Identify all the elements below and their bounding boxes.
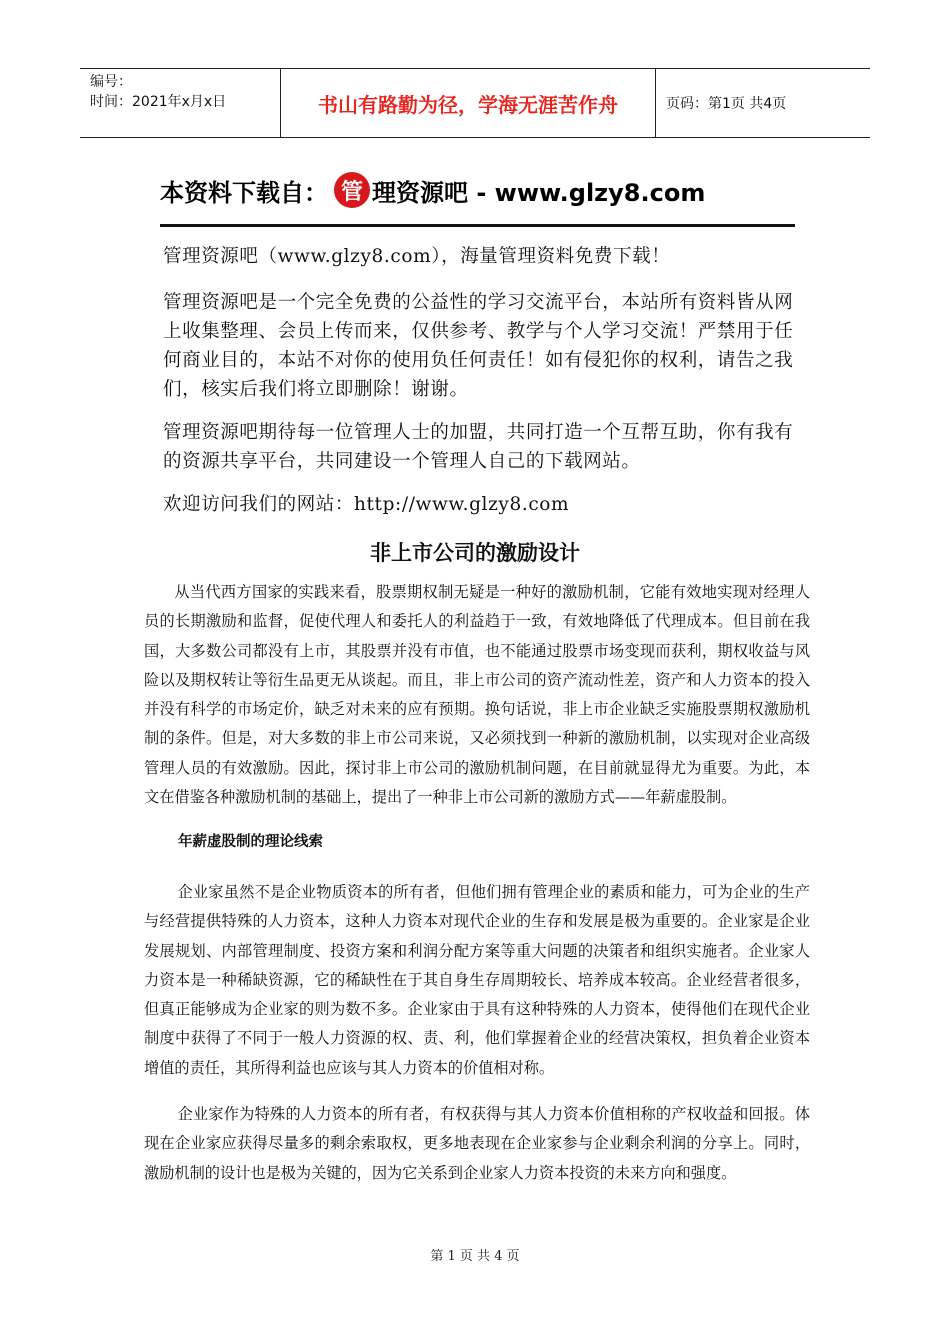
notice-line-1: 管理资源吧（www.glzy8.com），海量管理资料免费下载！ xyxy=(163,246,671,267)
section-heading: 年薪虚股制的理论线索 xyxy=(178,834,323,850)
banner-divider xyxy=(160,224,795,227)
download-banner xyxy=(160,160,800,220)
header-motto: 书山有路勤为径，学海无涯苦作舟 xyxy=(281,69,656,137)
banner-prefix: 本资料下载自： xyxy=(160,178,328,207)
notice-line-2: 管理资源吧是一个完全免费的公益性的学习交流平台，本站所有资料皆从网上收集整理、会员上传而来，仅供参考、教学与个人学习交流！严禁用于任何商业目的，本站不对你的使用负任何责任！如有侵犯你的权利，请告之我们，核实后我们将立即删除！谢谢。 xyxy=(163,292,794,400)
article-paragraph-1: 从当代西方国家的实践来看，股票期权制无疑是一种好的激励机制，它能有效地实现对经理人员的长期激励和监督，促使代理人和委托人的利益趋于一致，有效地降低了代理成本。但目前在我国，大多数公司都没有上市，其股票并没有市值，也不能通过股票市场变现而获利，期权收益与风险以及期权转让等衍生品更无从谈起。而且，非上市公司的资产流动性差，资产和人力资本的投入并没有科学的市场定价，缺乏对未来的应有预期。换句话说，非上市企业缺乏实施股票期权激励机制的条件。但是，对大多数的非上市公司来说，又必须找到一种新的激励机制，以实现对企业高级管理人员的有效激励。因此，探讨非上市公司的激励机制问题，在目前就显得尤为重要。为此，本文在借鉴各种激励机制的基础上，提出了一种非上市公司新的激励方式——年薪虚股制。 xyxy=(144,583,810,807)
article-paragraph-2: 企业家虽然不是企业物质资本的所有者，但他们拥有管理企业的素质和能力，可为企业的生产与经营提供特殊的人力资本，这种人力资本对现代企业的生存和发展是极为重要的。企业家是企业发展规划、内部管理制度、投资方案和利润分配方案等重大问题的决策者和组织实施者。企业家人力资本是一种稀缺资源，它的稀缺性在于其自身生存周期较长、培养成本较高。企业经营者很多，但真正能够成为企业家的则为数不多。企业家由于具有这种特殊的人力资本，使得他们在现代企业制度中获得了不同于一般人力资源的权、责、利，他们掌握着企业的经营决策权，担负着企业资本增值的责任，其所得利益也应该与其人力资本的价值相对称。 xyxy=(144,883,810,1077)
article-paragraph-3: 企业家作为特殊的人力资本的所有者，有权获得与其人力资本价值相称的产权收益和回报。体现在企业家应获得尽量多的剩余索取权，更多地表现在企业家参与企业剩余利润的分享上。同时，激励机制的设计也是极为关键的，因为它关系到企业家人力资本投资的未来方向和强度。 xyxy=(144,1105,810,1182)
header-meta-cell xyxy=(80,69,281,137)
number-label: 编号： xyxy=(90,74,132,90)
page-footer: 第 1 页 共 4 页 xyxy=(430,1249,520,1264)
banner-site-name: 理资源吧 - www.glzy8.com xyxy=(372,178,706,207)
notice-line-3: 管理资源吧期待每一位管理人士的加盟，共同打造一个互帮互助，你有我有的资源共享平台，共同建设一个管理人自己的下载网站。 xyxy=(163,422,794,472)
time-label: 时间：2021年x月x日 xyxy=(90,94,227,110)
site-logo-icon: 管 xyxy=(334,172,370,208)
header-page-code: 页码：第1页 共4页 xyxy=(666,96,787,112)
document-header-table xyxy=(80,68,870,138)
article-title: 非上市公司的激励设计 xyxy=(370,541,580,565)
notice-website: 欢迎访问我们的网站：http://www.glzy8.com xyxy=(163,494,570,515)
